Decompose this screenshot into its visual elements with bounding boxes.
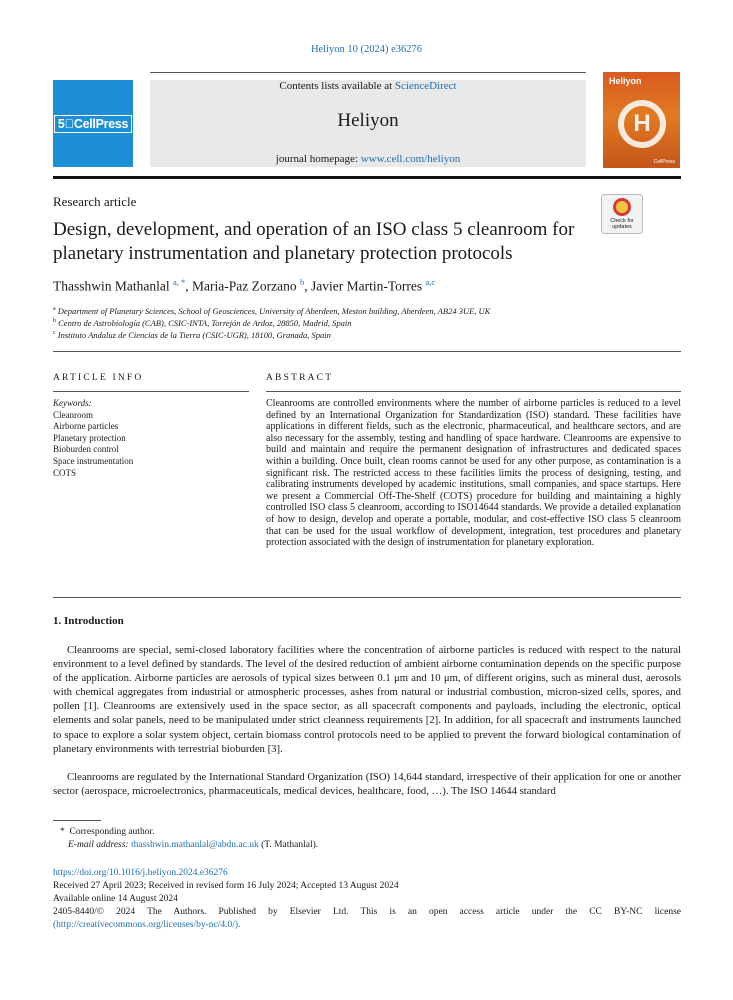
author-affiliation-mark[interactable]: a,c xyxy=(425,277,436,287)
keywords-block xyxy=(53,398,133,479)
affiliation xyxy=(53,306,490,316)
footnote-mark: * xyxy=(60,827,65,837)
keyword-item: Bioburden control xyxy=(53,444,119,455)
license-link[interactable]: (http://creativecommons.org/licenses/by-nc/4.0/). xyxy=(53,920,241,930)
footnote-email xyxy=(68,839,318,852)
cover-footer: CellPress xyxy=(653,159,675,165)
affiliation xyxy=(53,318,351,328)
affiliation-mark: a xyxy=(53,306,56,313)
article-title: Design, development, and operation of an ISO class 5 cleanroom for planetary instrumentation and planetary protection protocols xyxy=(53,219,575,264)
footnote-rule xyxy=(53,820,101,821)
author-name: Thasshwin Mathanlal xyxy=(53,278,170,294)
journal-name: Heliyon xyxy=(337,110,399,131)
homepage-prefix: journal homepage: xyxy=(275,153,361,165)
section-heading: 1. Introduction xyxy=(53,615,124,627)
received-dates: Received 27 April 2023; Received in revised form 16 July 2024; Accepted 13 August 2024 xyxy=(53,881,399,891)
license-link-line xyxy=(53,919,681,932)
body-paragraph: Cleanrooms are special, semi-closed laboratory facilities where the concentration of airborne particles is reduced with respect to the natural environment to a level defined by standards. The level of the desired reduction of ambient airborne contamination depends on the specific purpose of the application. Airborne particles are aerosols of typical sizes between 0.1 μm and 10 μm, of different origins, such as mineral dust, aerosols with chemical aggregates from industrial or atmospheric processes, ashes from natural or industrial combustion, micron-sized cells, spores, and pollen [1]. Cleanrooms are extensively used in the space sector, as all spacecraft components and payloads, including the electronic, optical elements and solar panels, need to be manipulated under strict cleanness requirements [2]. In addition, for all spacecraft and instruments launched to space to explore a solar system object, certain biomass control protocols need to be applied to prevent the forward biological contamination of planetary environments with terrestrial bioburden [3]. xyxy=(53,644,681,755)
journal-reference-link[interactable]: Heliyon 10 (2024) e36276 xyxy=(310,44,423,55)
contents-line xyxy=(150,80,586,92)
email-link[interactable]: thasshwin.mathanlal@abdn.ac.uk xyxy=(130,840,259,850)
cellpress-logo-text: 5⃝CellPress xyxy=(54,115,132,133)
header-divider xyxy=(53,176,681,179)
affiliation xyxy=(53,330,331,340)
article-info-heading: ARTICLE INFO xyxy=(53,373,144,383)
license-text: 2405-8440/© 2024 The Authors. Published by Elsevier Ltd. This is an open access article under the CC BY-NC license xyxy=(53,907,681,917)
publisher-logo xyxy=(53,80,133,167)
email-suffix: (T. Mathanlal). xyxy=(261,840,319,850)
footnote-text: Corresponding author. xyxy=(69,827,155,837)
check-updates-label: Check for updates xyxy=(610,218,634,230)
affiliation-text: Centro de Astrobiología (CAB), CSIC-INTA, Torrejón de Ardoz, 28850, Madrid, Spain xyxy=(58,318,352,328)
affiliation-text: Department of Planetary Sciences, School of Geosciences, University of Aberdeen, Meston building, Aberdeen, AB24 3UE, UK xyxy=(57,306,491,316)
abstract-rule xyxy=(266,391,681,392)
header-top-rule xyxy=(150,72,586,73)
body-paragraph: Cleanrooms are regulated by the International Standard Organization (ISO) 14,644 standard, irrespective of their application for one or another sector (aerospace, microelectronics, pharmaceuticals, medical devices, healthcare, food, …). The ISO 14644 standard xyxy=(53,771,681,798)
affiliation-mark: c xyxy=(53,330,56,337)
abstract-heading: ABSTRACT xyxy=(266,373,334,383)
doi-link[interactable]: https://doi.org/10.1016/j.heliyon.2024.e36276 xyxy=(53,868,228,878)
check-for-updates-button[interactable] xyxy=(601,194,643,234)
keyword-item: Cleanroom xyxy=(53,409,93,420)
cover-emblem-icon: H xyxy=(618,100,666,148)
author-affiliation-mark[interactable]: b xyxy=(299,277,305,287)
cover-title: Heliyon xyxy=(609,76,642,86)
homepage-link[interactable]: www.cell.com/heliyon xyxy=(360,153,461,165)
article-type: Research article xyxy=(53,194,137,209)
keyword-item: Airborne particles xyxy=(53,421,119,432)
homepage-line xyxy=(150,153,586,165)
journal-cover-image xyxy=(603,72,680,168)
sciencedirect-link[interactable]: ScienceDirect xyxy=(394,80,457,92)
email-label: E-mail address: xyxy=(68,840,129,850)
doi-line xyxy=(53,867,681,880)
affiliation-text: Instituto Andaluz de Ciencias de la Tierra (CSIC-UGR), 18100, Granada, Spain xyxy=(57,330,331,340)
abstract-text: Cleanrooms are controlled environments where the number of airborne particles is reduced to a level defined by an International Organization for Standardization (ISO) standard. These facilities have applications in different fields, such as the electronic, pharmaceutical, and healthcare sectors, and are also necessary for the assembly, testing and handling of space hardware. Cleanrooms are expensive to build and maintain and require the permanent designation of infrastructures and dedicated spaces within a building. Once built, clean rooms cannot be used for any other purpose, as contamination is a significant risk. The restricted access to these facilities limits the process of designing, testing, and calibrating instruments developed by academic institutions, small companies, and space startups. Here we present a Commercial Off-The-Shelf (COTS) procedure for building and maintaining a highly controlled ISO class 5 cleanroom, according to ISO14644 standards. We provide a detailed explanation of how to design, develop and operate a portable, modular, and cost-effective ISO class 5 cleanroom that can be used for the usual workflow of development, integration, test procedures and planetary protection associated with the design of instrumentation for planetary exploration. xyxy=(266,398,681,549)
check-updates-icon xyxy=(613,198,631,216)
divider xyxy=(53,597,681,598)
author-affiliation-mark[interactable]: a, * xyxy=(172,277,186,287)
author-name: Maria-Paz Zorzano xyxy=(192,278,297,294)
author-list: Thasshwin Mathanlal $^{a, *}$, Maria-Paz Zorzano $^b$, Javier Martin-Torres $^{a,c}$ xyxy=(53,277,436,294)
author-name: Javier Martin-Torres xyxy=(310,278,423,294)
divider xyxy=(53,351,681,352)
keyword-item: Space instrumentation xyxy=(53,455,134,466)
contents-prefix: Contents lists available at xyxy=(279,80,395,92)
article-info-rule xyxy=(53,391,249,392)
keyword-item: Planetary protection xyxy=(53,432,126,443)
footnote-corresponding xyxy=(60,826,154,839)
affiliation-mark: b xyxy=(53,318,56,325)
keywords-label: Keywords: xyxy=(53,398,92,408)
keyword-item: COTS xyxy=(53,467,77,478)
available-online: Available online 14 August 2024 xyxy=(53,894,178,904)
